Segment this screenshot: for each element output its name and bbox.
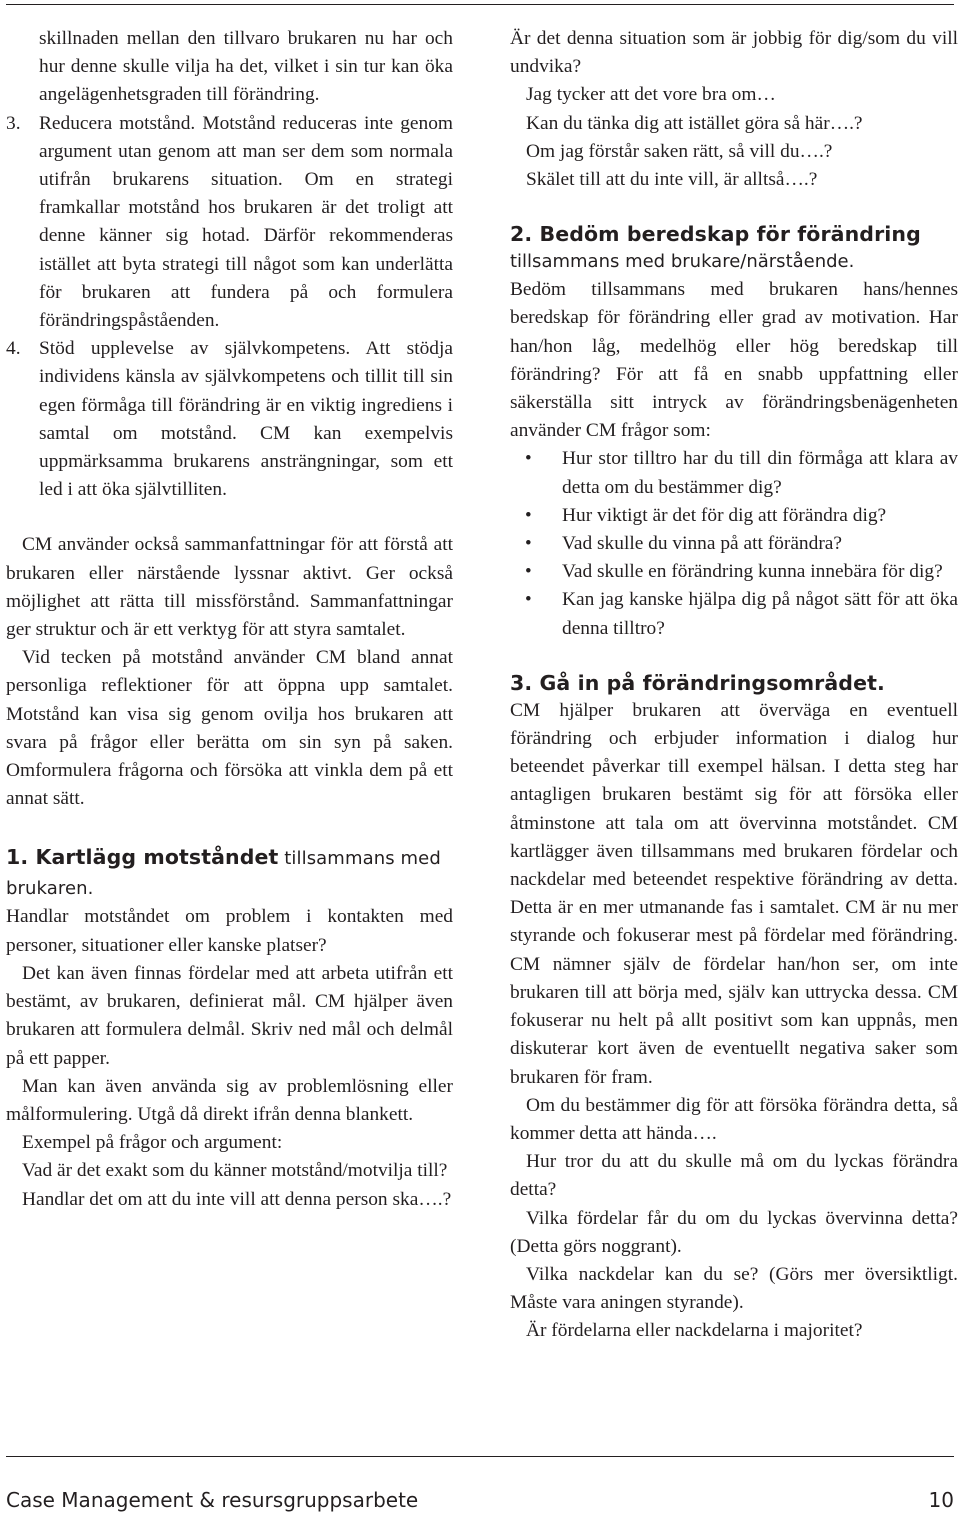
bullet-item: [510, 558, 958, 586]
section-3-heading: 3. Gå in på förändringsområdet.: [510, 670, 885, 695]
section-1-heading: [6, 843, 453, 903]
list-item-3: [6, 110, 453, 336]
bullet-text: Hur stor tilltro har du till din förmåga att klara av detta om du bestämmer dig?: [562, 448, 958, 498]
page-footer: [6, 1486, 954, 1514]
list-text: Motstånd reduceras inte genom argument utan genom att man ser dem som normala utifrån brukarens situation. Om en strategi framkallar motstånd hos brukaren är det troligt att denne känner sig hotad. Därför rekommenderas istället att byta strategi till något som kan underlätta för brukaren att fundera på och formulera förändringspåståenden.: [39, 112, 453, 332]
section-3-p2: Om du bestämmer dig för att försöka förändra detta, så kommer detta att hända….: [510, 1094, 958, 1144]
section-3-p6: Är fördelarna eller nackdelarna i majoritet?: [526, 1320, 863, 1342]
bullet-item: [510, 502, 958, 530]
bullet-text: Hur viktigt är det för dig att förändra dig?: [562, 504, 887, 526]
paragraph-summaries: CM använder också sammanfattningar för att förstå att brukaren eller närstående lyssnar aktivt. Ger också möjlighet att rätta till missförstånd. Sammanfattningar ger struktur och är ett verktyg för att styra samtalet.: [6, 534, 453, 641]
section-3-p3: Hur tror du att du skulle må om du lyckas förändra detta?: [510, 1151, 958, 1201]
section-3-p5: Vilka nackdelar kan du se? (Görs mer översiktligt. Måste vara aningen styrande).: [510, 1263, 958, 1314]
question-5: Skälet till att du inte vill, är alltså….?: [526, 169, 818, 191]
numbered-list: [6, 110, 453, 505]
section-3-p4: Vilka fördelar får du om du lyckas övervinna detta? (Detta görs noggrant).: [510, 1207, 958, 1257]
section-2-p1: Bedöm tillsammans med brukaren hans/hennes beredskap för förändring eller grad av motivation. Har han/hon låg, medelhög eller hög beredskap till förändring? För att få en snabb uppfattning eller säkerställa sitt intryck av förändringsbenägenheten använder CM frågor som:: [510, 279, 958, 442]
section-1: [6, 843, 453, 1213]
section-2-subheading: tillsammans med brukare/närstående.: [510, 251, 855, 273]
list-number: 3.: [6, 112, 21, 134]
footer-rule: [6, 1456, 954, 1457]
section-1-p4: Exempel på frågor och argument:: [22, 1132, 283, 1154]
list-item-4: [6, 335, 453, 504]
section-1-p6: Handlar det om att du inte vill att denna person ska….?: [22, 1188, 452, 1210]
list-head: Stöd upplevelse av självkompetens.: [39, 338, 351, 360]
question-1: Är det denna situation som är jobbig för dig/som du vill undvika?: [510, 28, 958, 78]
footer-title: Case Management & resursgruppsarbete: [6, 1488, 419, 1512]
section-1-heading-rest: tillsammans med brukaren.: [6, 848, 441, 900]
question-bullet-list: [510, 445, 958, 642]
bullet-item: [510, 530, 958, 558]
bullet-text: Vad skulle du vinna på att förändra?: [562, 533, 842, 555]
section-1-heading-bold: 1. Kartlägg motståndet: [6, 845, 279, 870]
intro-continuation: skillnaden mellan den tillvaro brukaren nu har och hur denne skulle vilja ha det, vilket i sin tur kan öka angelägenhetsgraden till förändring.: [39, 28, 453, 106]
bullet-icon: •: [525, 533, 532, 555]
bullet-item: [510, 586, 958, 642]
section-2: [510, 220, 958, 643]
question-2: Jag tycker att det vore bra om…: [526, 84, 776, 106]
section-1-p5: Vad är det exakt som du känner motstånd/motvilja till?: [22, 1160, 448, 1182]
list-number: 4.: [6, 338, 21, 360]
bullet-icon: •: [525, 504, 532, 526]
section-1-p3: Man kan även använda sig av problemlösning eller målformulering. Utgå då direkt ifrån denna blankett.: [6, 1075, 453, 1125]
page-number: 10: [928, 1488, 954, 1512]
bullet-icon: •: [525, 448, 532, 470]
list-head: Reducera motstånd.: [39, 112, 196, 134]
bullet-text: Vad skulle en förändring kunna innebära för dig?: [562, 561, 943, 583]
bullet-item: [510, 445, 958, 501]
section-3-p1: CM hjälper brukaren att överväga en eventuell förändring och erbjuder information i dialog hur beteendet påverkar till exempel hälsan. I detta steg har antagligen brukaren bestämt sig för att försöka eller åtminstone att tala om att övervinna motståndet. CM kartlägger även tillsammans med brukaren fördelar och nackdelar med beteendet respektive förändring av detta. Detta är en mer utmanande fas i samtalet. CM är nu mer styrande och fokuserar mest på fördelar med förändring. CM nämner själv de fördelar han/hon ser, om inte brukaren till att börja med, själv kan uttrycka dessa. CM fokuserar nu helt på allt positivt som kan uppnås, men diskuterar kort även de eventuellt negativa saker som brukaren för fram.: [510, 699, 958, 1088]
paragraph-resistance: Vid tecken på motstånd använder CM bland annat personliga reflektioner för att öppna upp samtalet. Motstånd kan visa sig genom ovilja hos brukaren att svara på frågor eller berätta om sin syn på saken. Omformulera frågorna och försöka att vinkla dem på ett annat sätt.: [6, 647, 453, 810]
right-column: [510, 25, 958, 1346]
question-3: Kan du tänka dig att istället göra så här….?: [526, 112, 863, 134]
question-4: Om jag förstår saken rätt, så vill du….?: [526, 140, 833, 162]
left-column: [6, 25, 453, 1214]
top-rule: [6, 4, 954, 5]
bullet-icon: •: [525, 561, 532, 583]
section-2-heading: 2. Bedöm beredskap för förändring: [510, 222, 921, 247]
section-1-p1: Handlar motståndet om problem i kontakten med personer, situationer eller kanske platser?: [6, 906, 453, 956]
section-3: [510, 669, 958, 1346]
bullet-text: Kan jag kanske hjälpa dig på något sätt för att öka denna tilltro?: [562, 589, 958, 639]
section-1-p2: Det kan även finnas fördelar med att arbeta utifrån ett bestämt, av brukaren, definierat mål. CM hjälper även brukaren att formulera delmål. Skriv ned mål och delmål på ett papper.: [6, 962, 453, 1069]
list-text: Att stödja individens känsla av självkompetens och tillit till sin egen förmåga till förändring är en viktig ingrediens i samtal om motstånd. CM kan exempelvis uppmärksamma brukarens ansträngningar, som ett led i att öka självtilliten.: [39, 338, 453, 501]
bullet-icon: •: [525, 589, 532, 611]
